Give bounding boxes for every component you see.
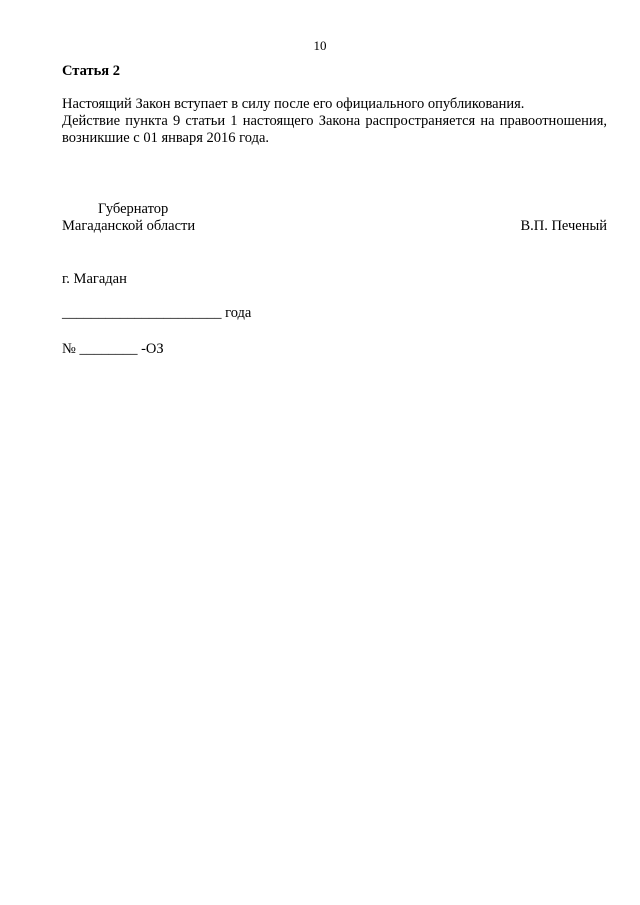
date-line [62, 305, 251, 322]
number-blank: ________ [79, 341, 138, 357]
article-paragraph-1: Настоящий Закон вступает в силу после его официального опубликования. [62, 96, 525, 112]
signatory-title-line-1: Губернатор [98, 201, 169, 217]
signatory-title-line-2: Магаданской области [62, 218, 196, 234]
number-prefix: № [62, 341, 80, 357]
article-paragraph-2: Действие пункта 9 статьи 1 настоящего Закона распространяется на правоотношения, возникшие с 01 января 2016 года. [62, 113, 607, 146]
signature-row [62, 218, 607, 235]
date-suffix: года [221, 305, 252, 321]
article-heading: Статья 2 [62, 63, 120, 79]
city-name: г. Магадан [62, 271, 127, 287]
law-number-line [62, 341, 164, 358]
number-suffix: -ОЗ [137, 341, 164, 357]
signatory-name: В.П. Печеный [520, 218, 607, 234]
date-blank: ______________________ [62, 305, 222, 321]
signature-block [62, 201, 607, 235]
page-number: 10 [313, 38, 327, 53]
